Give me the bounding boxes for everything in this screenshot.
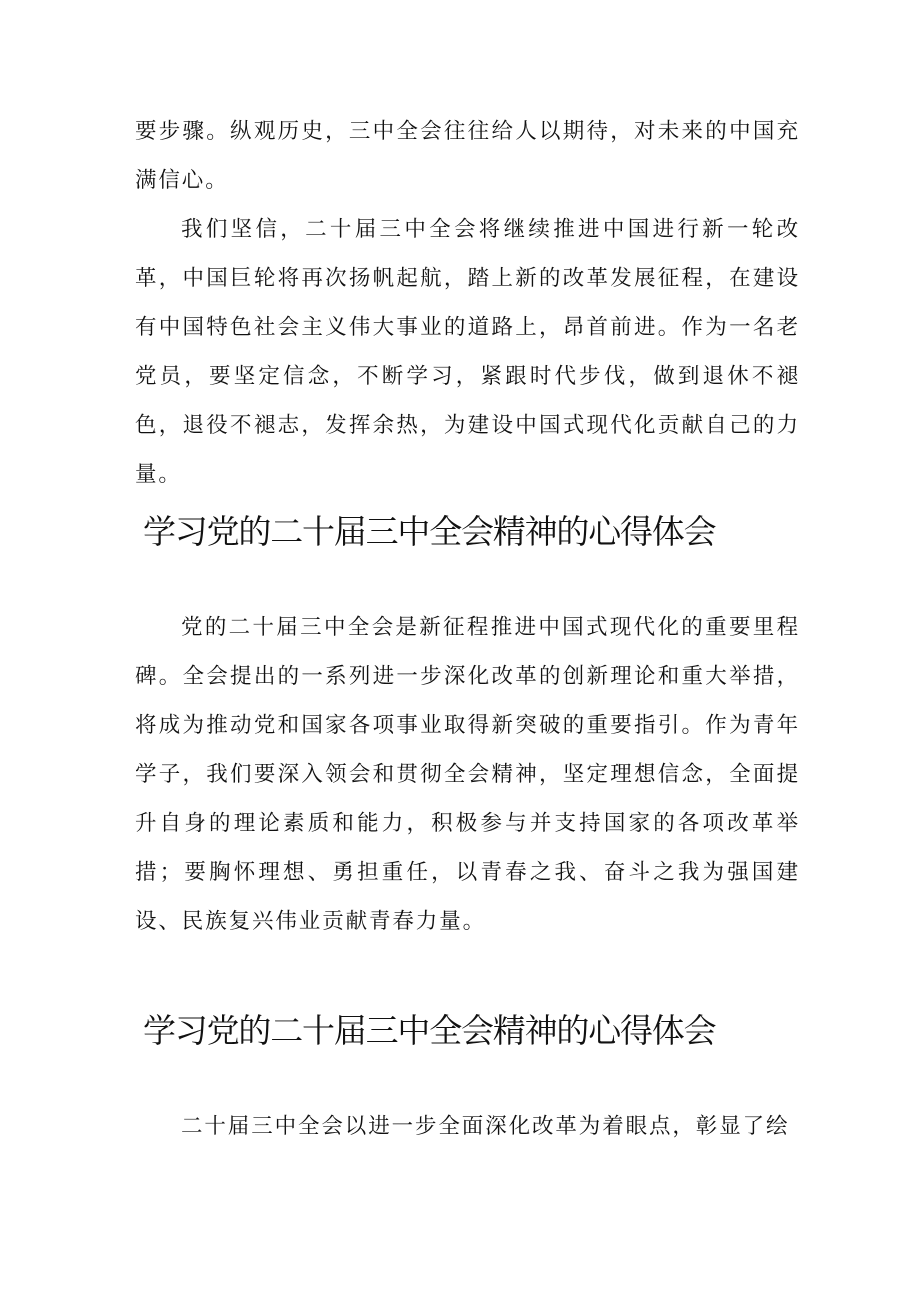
paragraph-continuation: 要步骤。纵观历史，三中全会往往给人以期待，对未来的中国充满信心。	[135, 119, 800, 193]
section-heading: 学习党的二十届三中全会精神的心得体会	[143, 1011, 716, 1050]
paragraph-veteran-member: 我们坚信，二十届三中全会将继续推进中国进行新一轮改革，中国巨轮将再次扬帆起航，踏上新的改革发展征程，在建设有中国特色社会主义伟大事业的道路上，昂首前进。作为一名老党员，要坚定信念，不断学习，紧跟时代步伐，做到退休不褪色，退役不褪志，发挥余热，为建设中国式现代化贡献自己的力量。	[135, 217, 800, 487]
paragraph-deepening-reform: 二十届三中全会以进一步全面深化改革为着眼点，彰显了绘	[181, 1114, 790, 1139]
section-heading: 学习党的二十届三中全会精神的心得体会	[143, 512, 716, 551]
paragraph-youth-students: 党的二十届三中全会是新征程推进中国式现代化的重要里程碑。全会提出的一系列进一步深化改革的创新理论和重大举措，将成为推动党和国家各项事业取得新突破的重要指引。作为青年学子，我们要深入领会和贯彻全会精神，坚定理想信念，全面提升自身的理论素质和能力，积极参与并支持国家的各项改革举措；要胸怀理想、勇担重任，以青春之我、奋斗之我为强国建设、民族复兴伟业贡献青春力量。	[135, 615, 800, 934]
